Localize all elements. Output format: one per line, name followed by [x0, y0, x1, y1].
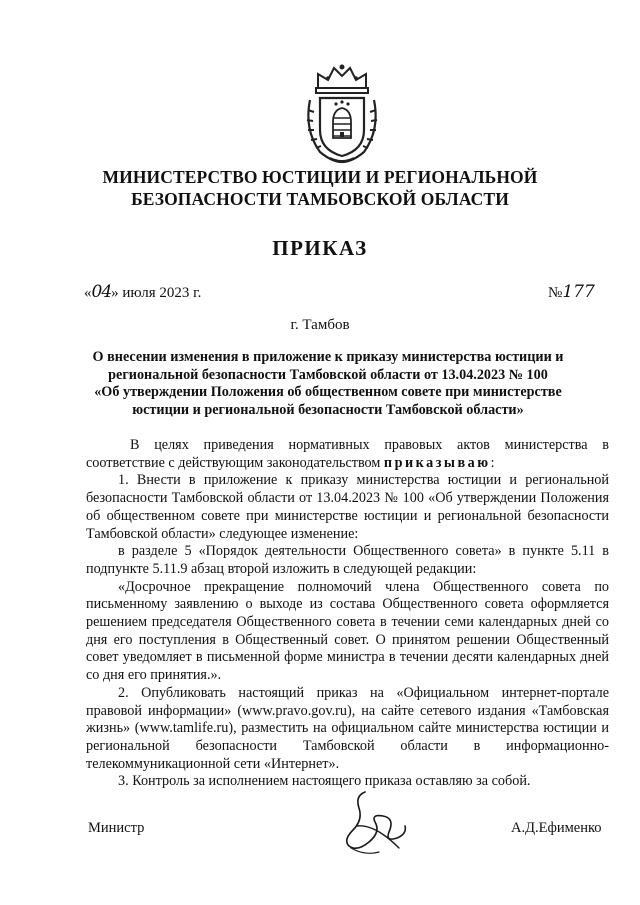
tambov-coat-of-arms-icon — [300, 58, 384, 166]
order-verb: приказываю — [383, 454, 491, 471]
city: г. Тамбов — [290, 317, 350, 333]
date-close-quote: » — [111, 285, 119, 301]
intro-paragraph — [86, 437, 609, 472]
item-2: 2. Опубликовать настоящий приказ на «Официальном интернет-портале правовой информации» (www.pravo.gov.ru), на сайте сетевого издания «Тамбовская жизнь» (www.tamlife.ru), разместить на официальном сайте министерства юстиции и региональной безопасности Тамбовской области в информационно-телекоммуникационной сети «Интернет». — [86, 684, 609, 772]
ministry-line-2: БЕЗОПАСНОСТИ ТАМБОВСКОЙ ОБЛАСТИ — [131, 189, 509, 209]
intro-end: : — [490, 454, 495, 471]
intro-text: В целях приведения нормативных правовых актов министерства в соответствие с действующим законодательством — [86, 437, 609, 471]
document-type: ПРИКАЗ — [272, 236, 368, 260]
ministry-name — [60, 166, 580, 210]
item-1: 1. Внести в приложение к приказу министерства юстиции и региональной безопасности Тамбовской области от 13.04.2023 № 100 «Об утверждении Положения об общественном совете при министерстве юстиции и региональной безопасности Тамбовской области» следующее изменение: — [86, 472, 609, 542]
item-1-quote: «Досрочное прекращение полномочий члена Общественного совета по письменному заявлению о выходе из состава Общественного совета оформляется решением председателя Общественного совета в течении семи календарных дней со дня его поступления в Общественный совет. О принятом решении Общественный совет уведомляет в письменной форме министра в течении десяти календарных дней со дня его принятия.». — [86, 578, 609, 684]
ministry-line-1: МИНИСТЕРСТВО ЮСТИЦИИ И РЕГИОНАЛЬНОЙ — [102, 167, 538, 187]
title-line-4: юстиции и региональной безопасности Тамбовской области» — [132, 401, 524, 418]
item-3: 3. Контроль за исполнением настоящего приказа оставляю за собой. — [118, 773, 531, 790]
signatory-position: Министр — [88, 820, 145, 836]
date-open-quote: « — [84, 285, 92, 301]
title-line-1: О внесении изменения в приложение к приказу министерства юстиции и — [92, 349, 564, 365]
order-number-value: 177 — [562, 282, 595, 302]
order-number-prefix: № — [548, 285, 563, 301]
order-date — [84, 282, 201, 302]
signatory-name: А.Д.Ефименко — [511, 820, 602, 836]
date-month-year: июля 2023 г. — [118, 285, 202, 301]
order-body — [86, 437, 609, 791]
handwritten-signature-icon — [335, 786, 419, 858]
order-title — [86, 349, 570, 419]
title-line-2: региональной безопасности Тамбовской области от 13.04.2023 № 100 — [108, 366, 548, 383]
title-line-3: «Об утверждении Положения об общественном совете при министерстве — [94, 384, 562, 400]
item-1-sub: в разделе 5 «Порядок деятельности Общественного совета» в пункте 5.11 в подпункте 5.11.9 абзац второй изложить в следующей редакции: — [86, 543, 609, 577]
order-number — [548, 282, 595, 302]
date-day: 04 — [91, 282, 112, 302]
